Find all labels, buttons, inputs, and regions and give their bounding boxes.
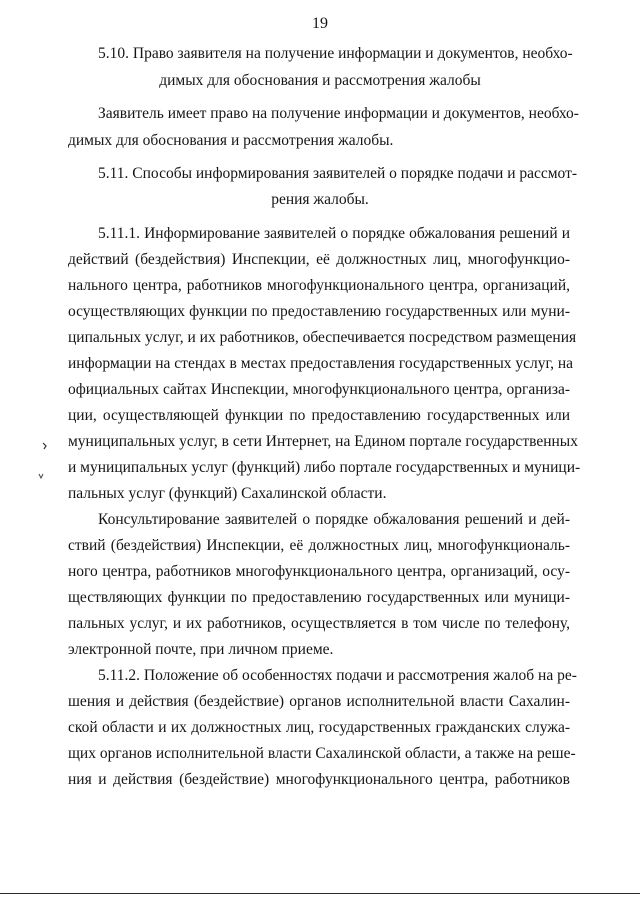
paragraph-line: и муниципальных услуг (функций) либо портале государственных и муници- [68,459,581,476]
paragraph-line: официальных сайтах Инспекции, многофункционального центра, организа- [68,381,570,398]
section-5-11-heading-line-1: 5.11. Способы информирования заявителей о порядке подачи и рассмот- [98,165,578,182]
paragraph-line: информации на стендах в местах предоставления государственных услуг, на [68,355,574,372]
paragraph-line: ного центра, работников многофункционального центра, организаций, осу- [68,563,570,580]
paragraph-line: пальных услуг (функций) Сахалинской области. [68,485,387,502]
paragraph-line: нального центра, работников многофункционального центра, организаций, [68,277,570,294]
paragraph-line: шения и действия (бездействие) органов исполнительной власти Сахалин- [68,693,570,710]
scan-speck-mark [36,471,46,481]
paragraph-line: муниципальных услуг, в сети Интернет, на Едином портале государственных [68,433,578,450]
paragraph-line: Консультирование заявителей о порядке обжалования решений и дей- [98,511,570,528]
bottom-rule [0,893,640,894]
paragraph-line: Заявитель имеет право на получение информации и документов, необхо- [98,105,579,122]
paragraph-line: щих органов исполнительной власти Сахалинской области, а также на реше- [68,745,576,762]
scan-speck-mark [40,441,50,451]
paragraph-line: электронной почте, при личном приеме. [68,641,334,658]
paragraph-line: действий (бездействия) Инспекции, её должностных лиц, многофункцио- [68,251,570,268]
paragraph-line: ствий (бездействия) Инспекции, её должностных лиц, многофункциональ- [68,537,570,554]
paragraph-line: ской области и их должностных лиц, государственных гражданских служа- [68,719,570,736]
page-number: 19 [312,15,328,32]
paragraph-line: ции, осуществляющей функции по предоставлению государственных или [68,407,570,424]
paragraph-line: димых для обоснования и рассмотрения жалобы. [68,132,394,149]
paragraph-line: 5.11.2. Положение об особенностях подачи и рассмотрения жалоб на ре- [98,667,577,684]
paragraph-line: осуществляющих функции по предоставлению государственных или муни- [68,303,570,320]
paragraph-line: ществляющих функции по предоставлению государственных или муници- [68,589,570,606]
section-5-10-heading-line-2: димых для обоснования и рассмотрения жалобы [159,72,481,89]
paragraph-line: 5.11.1. Информирование заявителей о порядке обжалования решений и [98,225,570,242]
paragraph-line: ципальных услуг, и их работников, обеспечивается посредством размещения [68,329,577,346]
section-5-10-heading-line-1: 5.10. Право заявителя на получение информации и документов, необхо- [98,45,573,62]
paragraph-line: пальных услуг, и их работников, осуществляется в том числе по телефону, [68,615,570,632]
paragraph-line: ния и действия (бездействие) многофункционального центра, работников [68,771,570,788]
section-5-11-heading-line-2: рения жалобы. [271,191,369,208]
